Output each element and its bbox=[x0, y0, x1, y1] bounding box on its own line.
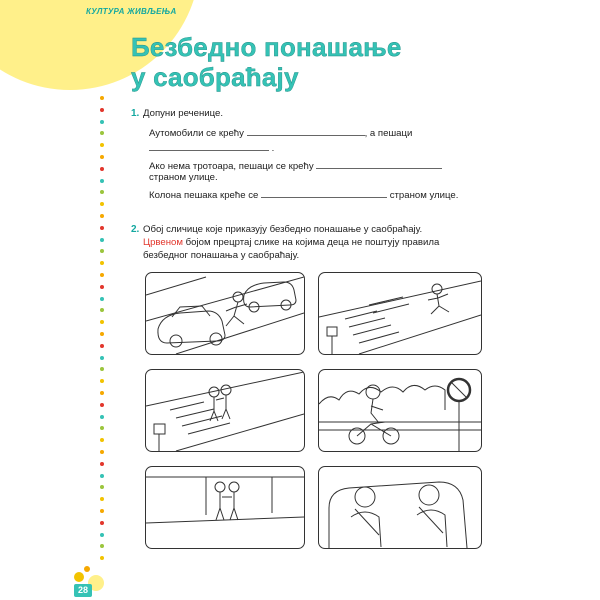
margin-dot bbox=[100, 179, 104, 183]
margin-dot bbox=[100, 438, 104, 442]
margin-dot bbox=[100, 332, 104, 336]
margin-dot bbox=[100, 261, 104, 265]
answer-blank-4[interactable] bbox=[261, 188, 387, 198]
title-line-2: у саобраћају bbox=[131, 62, 299, 92]
answer-blank-3[interactable] bbox=[316, 159, 442, 169]
margin-dot bbox=[100, 131, 104, 135]
picture-children-walking-on-roadside[interactable] bbox=[145, 466, 305, 549]
margin-dots-decoration bbox=[100, 96, 106, 566]
margin-dot bbox=[100, 214, 104, 218]
picture-child-running-between-cars[interactable] bbox=[145, 272, 305, 355]
cyclist-illustration bbox=[319, 370, 481, 451]
task-2-line-1: Обој сличице које приказују безбедно понашање у саобраћају. bbox=[143, 224, 423, 235]
margin-dot bbox=[100, 462, 104, 466]
sentence-1-part-1: Аутомобили се крећу bbox=[149, 128, 244, 139]
task-2-line-2-rest: бојом прецртај слике на којима деца не поштују правила bbox=[183, 237, 440, 248]
task-1-instruction: Допуни реченице. bbox=[143, 108, 223, 119]
sentence-2-part-1: Ако нема тротоара, пешаци се крећу bbox=[149, 161, 314, 172]
margin-dot bbox=[100, 202, 104, 206]
answer-blank-1[interactable] bbox=[247, 126, 365, 136]
margin-dot bbox=[100, 190, 104, 194]
sentence-3-part-1: Колона пешака креће се bbox=[149, 190, 259, 201]
red-keyword: Црвеном bbox=[143, 237, 183, 248]
section-label: КУЛТУРА ЖИВЉЕЊА bbox=[86, 7, 177, 16]
picture-children-in-car-seatbelts[interactable] bbox=[318, 466, 482, 549]
sentence-2-part-2: страном улице. bbox=[149, 172, 218, 183]
margin-dot bbox=[100, 226, 104, 230]
margin-dot bbox=[100, 556, 104, 560]
margin-dot bbox=[100, 344, 104, 348]
title-line-1: Безбедно понашање bbox=[131, 32, 402, 62]
sentence-3-part-2: страном улице. bbox=[389, 190, 459, 201]
car-interior-illustration bbox=[319, 467, 481, 548]
margin-dot bbox=[100, 285, 104, 289]
picture-children-on-crosswalk[interactable] bbox=[145, 369, 305, 452]
crosswalk-runner-illustration bbox=[319, 273, 481, 354]
margin-dot bbox=[100, 497, 104, 501]
picture-child-cycling-past-sign[interactable] bbox=[318, 369, 482, 452]
answer-blank-2[interactable] bbox=[149, 141, 269, 151]
margin-dot bbox=[100, 415, 104, 419]
sentence-1-part-2: , а пешаци bbox=[364, 128, 413, 139]
roadside-walk-illustration bbox=[146, 467, 304, 548]
margin-dot bbox=[100, 167, 104, 171]
margin-dot bbox=[100, 509, 104, 513]
margin-dot bbox=[100, 297, 104, 301]
margin-dot bbox=[100, 356, 104, 360]
margin-dot bbox=[100, 249, 104, 253]
margin-dot bbox=[100, 379, 104, 383]
sentence-1-cont bbox=[149, 141, 274, 155]
page-title bbox=[131, 32, 402, 92]
margin-dot bbox=[100, 320, 104, 324]
picture-child-running-near-crosswalk[interactable] bbox=[318, 272, 482, 355]
margin-dot bbox=[100, 96, 104, 100]
margin-dot bbox=[100, 120, 104, 124]
margin-dot bbox=[100, 308, 104, 312]
sentence-3 bbox=[149, 188, 458, 202]
sentence-1 bbox=[149, 126, 412, 140]
task-2-line-2 bbox=[143, 236, 439, 249]
margin-dot bbox=[100, 426, 104, 430]
margin-dot bbox=[100, 367, 104, 371]
task-1-number: 1. bbox=[131, 108, 140, 119]
margin-dot bbox=[100, 544, 104, 548]
crosswalk-children-illustration bbox=[146, 370, 304, 451]
margin-dot bbox=[100, 450, 104, 454]
margin-dot bbox=[100, 155, 104, 159]
margin-dot bbox=[100, 273, 104, 277]
margin-dot bbox=[100, 391, 104, 395]
task-2-number: 2. bbox=[131, 224, 140, 235]
margin-dot bbox=[100, 521, 104, 525]
margin-dot bbox=[100, 474, 104, 478]
page-number: 28 bbox=[74, 584, 92, 597]
margin-dot bbox=[100, 485, 104, 489]
cars-scene-illustration bbox=[146, 273, 304, 354]
task-2-line-3: безбедног понашања у саобраћају. bbox=[143, 250, 300, 261]
margin-dot bbox=[100, 533, 104, 537]
margin-dot bbox=[100, 108, 104, 112]
sentence-1-part-3: . bbox=[271, 143, 275, 154]
margin-dot bbox=[100, 143, 104, 147]
margin-dot bbox=[100, 403, 104, 407]
margin-dot bbox=[100, 238, 104, 242]
